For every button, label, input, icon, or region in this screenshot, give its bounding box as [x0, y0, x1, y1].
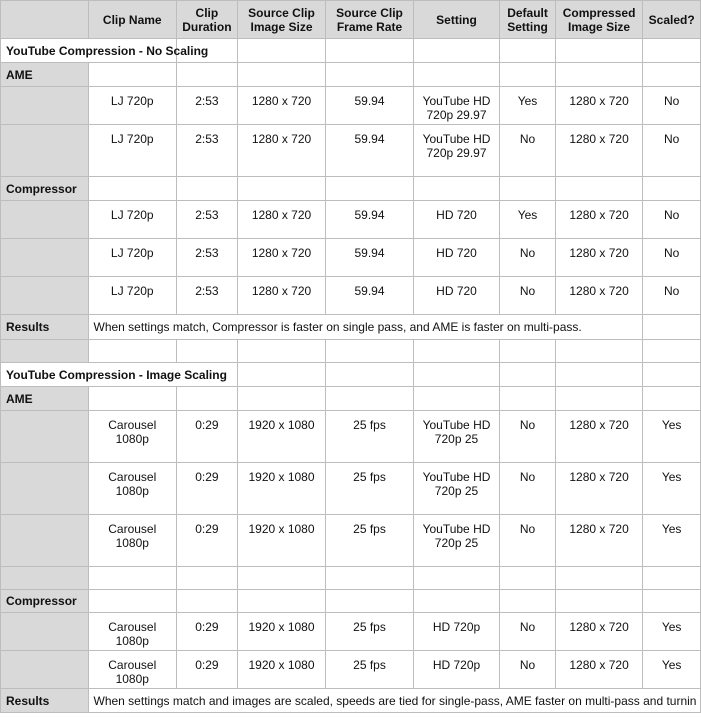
cell-default: No: [500, 411, 556, 463]
cell-default: No: [500, 613, 556, 651]
cell-scaled: Yes: [643, 613, 701, 651]
cell-default: No: [500, 239, 556, 277]
cell-source-size: 1920 x 1080: [237, 515, 326, 567]
cell-source-size: 1280 x 720: [237, 125, 326, 177]
cell-frame-rate: 59.94: [326, 277, 414, 315]
cell-scaled: No: [643, 277, 701, 315]
cell-compressed-size: 1280 x 720: [555, 239, 643, 277]
cell-clip-name: Carousel 1080p: [88, 411, 177, 463]
cell-source-size: 1280 x 720: [237, 277, 326, 315]
section-title: YouTube Compression - No Scaling: [1, 39, 177, 63]
cell-default: Yes: [500, 87, 556, 125]
cell-duration: 0:29: [177, 651, 238, 689]
header-clip-name: Clip Name: [88, 1, 177, 39]
cell-scaled: Yes: [643, 411, 701, 463]
header-source-size: Source Clip Image Size: [237, 1, 326, 39]
cell-clip-name: LJ 720p: [88, 239, 177, 277]
cell-scaled: No: [643, 87, 701, 125]
group-label-compressor: Compressor: [1, 590, 89, 613]
cell-default: No: [500, 515, 556, 567]
cell-setting: HD 720: [413, 201, 499, 239]
table-row: [1, 651, 701, 689]
cell-clip-name: LJ 720p: [88, 201, 177, 239]
results-text: When settings match, Compressor is faster on single pass, and AME is faster on multi-pass.: [88, 315, 643, 340]
cell-duration: 2:53: [177, 277, 238, 315]
cell-compressed-size: 1280 x 720: [555, 125, 643, 177]
cell-duration: 0:29: [177, 613, 238, 651]
results-label: Results: [1, 315, 89, 340]
table-row: [1, 411, 701, 463]
header-frame-rate: Source Clip Frame Rate: [326, 1, 414, 39]
cell-frame-rate: 25 fps: [326, 411, 414, 463]
cell-duration: 0:29: [177, 515, 238, 567]
cell-scaled: No: [643, 125, 701, 177]
cell-default: No: [500, 463, 556, 515]
cell-scaled: No: [643, 239, 701, 277]
cell-duration: 0:29: [177, 463, 238, 515]
results-label: Results: [1, 689, 89, 713]
section-title: YouTube Compression - Image Scaling: [1, 363, 238, 387]
header-clip-duration: Clip Duration: [177, 1, 238, 39]
cell-frame-rate: 59.94: [326, 87, 414, 125]
cell-source-size: 1920 x 1080: [237, 613, 326, 651]
cell-source-size: 1920 x 1080: [237, 411, 326, 463]
cell-clip-name: Carousel 1080p: [88, 613, 177, 651]
cell-compressed-size: 1280 x 720: [555, 651, 643, 689]
cell-setting: YouTube HD 720p 25: [413, 411, 499, 463]
header-setting: Setting: [413, 1, 499, 39]
cell-setting: YouTube HD 720p 29.97: [413, 125, 499, 177]
table-row: [1, 87, 701, 125]
cell-setting: YouTube HD 720p 29.97: [413, 87, 499, 125]
header-compressed-size: Compressed Image Size: [555, 1, 643, 39]
cell-scaled: Yes: [643, 651, 701, 689]
cell-frame-rate: 25 fps: [326, 515, 414, 567]
cell-duration: 2:53: [177, 239, 238, 277]
cell-duration: 2:53: [177, 201, 238, 239]
cell-source-size: 1280 x 720: [237, 87, 326, 125]
cell-setting: HD 720p: [413, 651, 499, 689]
cell-compressed-size: 1280 x 720: [555, 613, 643, 651]
results-text: When settings match and images are scaled, speeds are tied for single-pass, AME faster on multi-pass and turnin: [88, 689, 701, 713]
cell-setting: HD 720: [413, 239, 499, 277]
cell-duration: 2:53: [177, 125, 238, 177]
cell-duration: 0:29: [177, 411, 238, 463]
cell-default: No: [500, 125, 556, 177]
cell-source-size: 1920 x 1080: [237, 463, 326, 515]
cell-clip-name: Carousel 1080p: [88, 651, 177, 689]
table-row: [1, 463, 701, 515]
cell-clip-name: LJ 720p: [88, 277, 177, 315]
cell-clip-name: Carousel 1080p: [88, 515, 177, 567]
table-row: [1, 613, 701, 651]
cell-clip-name: Carousel 1080p: [88, 463, 177, 515]
cell-frame-rate: 59.94: [326, 239, 414, 277]
cell-source-size: 1280 x 720: [237, 201, 326, 239]
header-corner: [1, 1, 89, 39]
cell-duration: 2:53: [177, 87, 238, 125]
table-row: [1, 515, 701, 567]
group-label-ame: AME: [1, 63, 89, 87]
cell-scaled: Yes: [643, 515, 701, 567]
cell-clip-name: LJ 720p: [88, 125, 177, 177]
cell-setting: HD 720p: [413, 613, 499, 651]
table-row: [1, 125, 701, 177]
cell-compressed-size: 1280 x 720: [555, 411, 643, 463]
cell-setting: YouTube HD 720p 25: [413, 515, 499, 567]
cell-source-size: 1280 x 720: [237, 239, 326, 277]
cell-setting: HD 720: [413, 277, 499, 315]
header-default-setting: Default Setting: [500, 1, 556, 39]
cell-frame-rate: 59.94: [326, 201, 414, 239]
cell-compressed-size: 1280 x 720: [555, 277, 643, 315]
cell-default: No: [500, 651, 556, 689]
table-row: [1, 201, 701, 239]
cell-scaled: Yes: [643, 463, 701, 515]
cell-frame-rate: 25 fps: [326, 651, 414, 689]
cell-scaled: No: [643, 201, 701, 239]
table-row: [1, 239, 701, 277]
cell-compressed-size: 1280 x 720: [555, 201, 643, 239]
cell-compressed-size: 1280 x 720: [555, 515, 643, 567]
cell-clip-name: LJ 720p: [88, 87, 177, 125]
cell-compressed-size: 1280 x 720: [555, 463, 643, 515]
table-row: [1, 277, 701, 315]
cell-source-size: 1920 x 1080: [237, 651, 326, 689]
cell-setting: YouTube HD 720p 25: [413, 463, 499, 515]
group-label-compressor: Compressor: [1, 177, 89, 201]
cell-default: Yes: [500, 201, 556, 239]
cell-frame-rate: 25 fps: [326, 463, 414, 515]
header-scaled: Scaled?: [643, 1, 701, 39]
group-label-ame: AME: [1, 387, 89, 411]
cell-default: No: [500, 277, 556, 315]
cell-frame-rate: 25 fps: [326, 613, 414, 651]
cell-compressed-size: 1280 x 720: [555, 87, 643, 125]
cell-frame-rate: 59.94: [326, 125, 414, 177]
